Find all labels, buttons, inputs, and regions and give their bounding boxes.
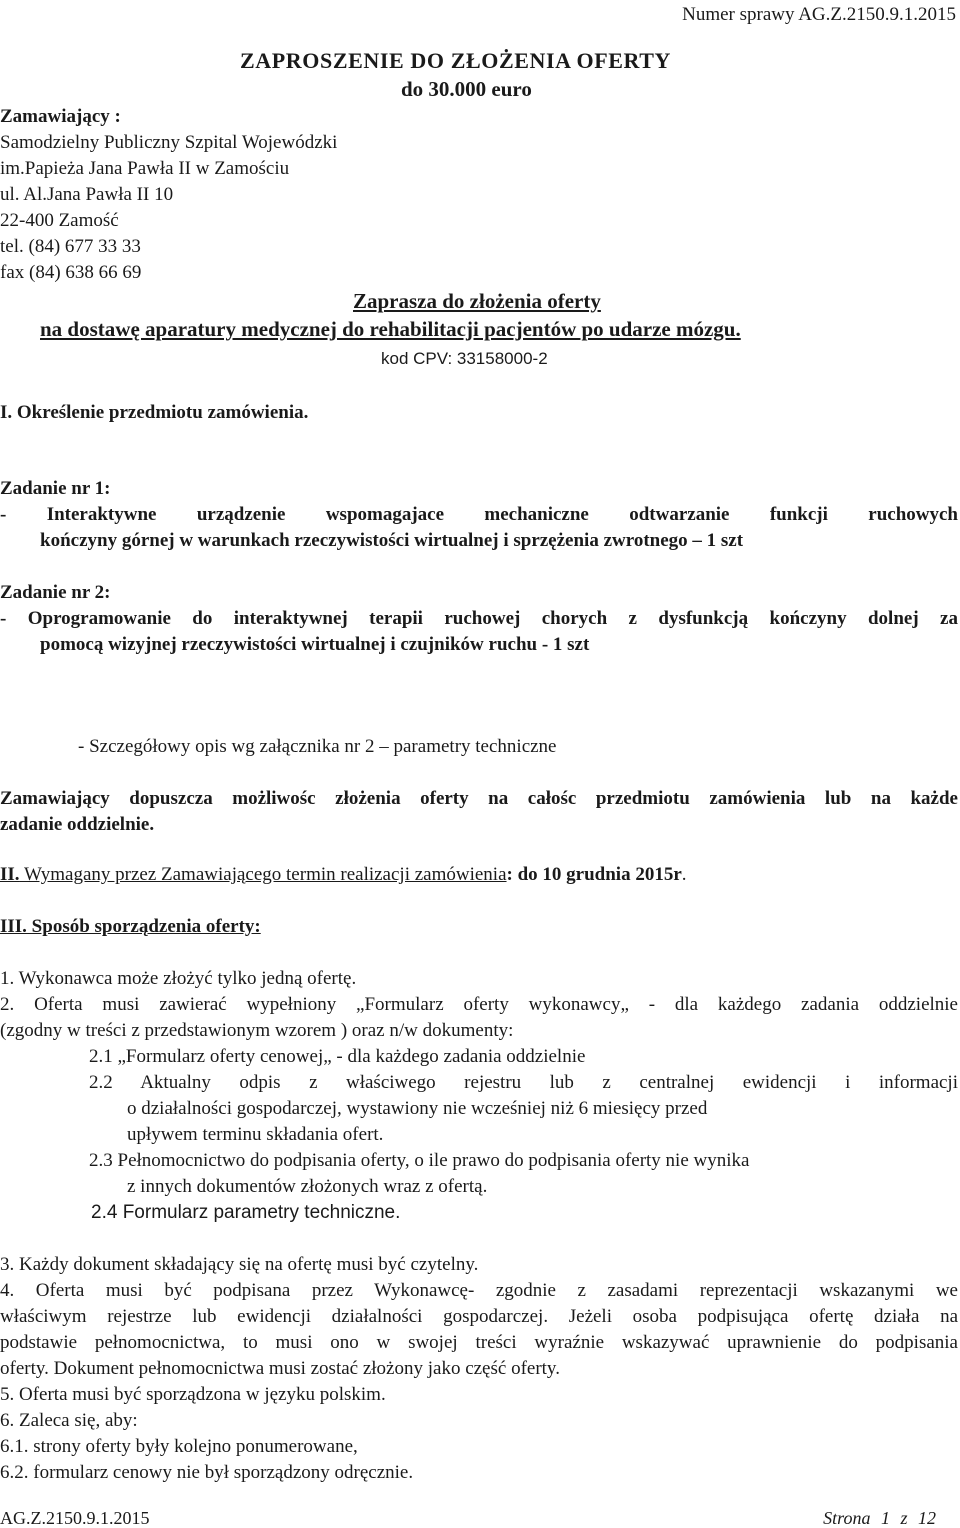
section-1-heading: I. Określenie przedmiotu zamówienia.: [0, 402, 309, 423]
section-2: [0, 862, 687, 888]
list-item-5: 5. Oferta musi być sporządzona w języku polskim.: [0, 1384, 386, 1405]
contracting-authority-label: Zamawiający :: [0, 106, 121, 127]
footer-reference: AG.Z.2150.9.1.2015: [0, 1508, 150, 1528]
address-line: tel. (84) 677 33 33: [0, 236, 141, 257]
invitation-heading: Zaprasza do złożenia oferty: [353, 289, 601, 313]
cpv-code: kod CPV: 33158000-2: [381, 349, 548, 368]
section-2-text: Wymagany przez Zamawiającego termin realizacji zamówienia: [19, 864, 507, 885]
section-2-colon: :: [506, 864, 513, 885]
contracting-authority: [0, 104, 337, 286]
address-line: im.Papieża Jana Pawła II w Zamościu: [0, 158, 290, 179]
list-item-2-line-2: (zgodny w treści z przedstawionym wzorem ) oraz n/w dokumenty:: [0, 1020, 514, 1041]
list-item-2-4: 2.4 Formularz parametry techniczne.: [91, 1202, 401, 1223]
footer-page-number: Strona 1 z 12: [823, 1508, 936, 1528]
section-3-heading: III. Sposób sporządzenia oferty:: [0, 916, 261, 937]
list-item-2-3-line-1: 2.3 Pełnomocnictwo do podpisania oferty, o ile prawo do podpisania oferty nie wynika: [89, 1150, 750, 1171]
list-item-2-line-1: 2. Oferta musi zawierać wypełniony „Formularz oferty wykonawcy„ - dla każdego zadania oddzielnie: [0, 994, 958, 1015]
list-item-3: 3. Każdy dokument składający się na ofertę musi być czytelny.: [0, 1254, 479, 1275]
details-note: - Szczegółowy opis wg załącznika nr 2 – parametry techniczne: [78, 736, 557, 757]
address-line: 22-400 Zamość: [0, 210, 119, 231]
task-1-label: Zadanie nr 1:: [0, 478, 111, 499]
address-line: Samodzielny Publiczny Szpital Wojewódzki: [0, 132, 338, 153]
allowance-line-1: Zamawiający dopuszcza możliwośc złożenia oferty na całośc przedmiotu zamówienia lub na każde: [0, 788, 958, 809]
section-2-deadline: do 10 grudnia 2015r: [512, 864, 682, 885]
invitation-subject: na dostawę aparatury medycznej do rehabilitacji pacjentów po udarze mózgu.: [40, 317, 741, 341]
list-item-2-2-line-3: upływem terminu składania ofert.: [127, 1124, 384, 1145]
task-2-line-1: - Oprogramowanie do interaktywnej terapii ruchowej chorych z dysfunkcją kończyny dolnej za: [0, 608, 958, 629]
allowance-line-2: zadanie oddzielnie.: [0, 814, 155, 835]
list-item-2-3-line-2: z innych dokumentów złożonych wraz z ofertą.: [127, 1176, 488, 1197]
list-item-2-2-line-2: o działalności gospodarczej, wystawiony nie wcześniej niż 6 miesięcy przed: [127, 1098, 708, 1119]
list-item-6-1: 6.1. strony oferty były kolejno ponumerowane,: [0, 1436, 358, 1457]
list-item-2-1: 2.1 „Formularz oferty cenowej„ - dla każdego zadania oddzielnie: [89, 1046, 586, 1067]
list-item-1: 1. Wykonawca może złożyć tylko jedną ofertę.: [0, 968, 357, 989]
list-item-4-line-3: podstawie pełnomocnictwa, to musi ono w swojej treści wyraźnie wskazywać uprawnienie do podpisania: [0, 1332, 958, 1353]
list-item-6: 6. Zaleca się, aby:: [0, 1410, 138, 1431]
document-title: ZAPROSZENIE DO ZŁOŻENIA OFERTY: [240, 48, 672, 73]
address-line: ul. Al.Jana Pawła II 10: [0, 184, 174, 205]
list-item-4-line-2: właściwym rejestrze lub ewidencji działalności gospodarczej. Jeżeli osoba podpisująca ofertę działa na: [0, 1306, 958, 1327]
section-2-end: .: [681, 864, 687, 885]
address-line: fax (84) 638 66 69: [0, 262, 142, 283]
list-item-2-2-line-1: 2.2 Aktualny odpis z właściwego rejestru lub z centralnej ewidencji i informacji: [89, 1072, 958, 1093]
task-1-line-2: kończyny górnej w warunkach rzeczywistości wirtualnej i sprzężenia zwrotnego – 1 szt: [40, 530, 744, 551]
task-1-line-1: - Interaktywne urządzenie wspomagajace mechaniczne odtwarzanie funkcji ruchowych: [0, 504, 958, 525]
list-item-4-line-1: 4. Oferta musi być podpisana przez Wykonawcę- zgodnie z zasadami reprezentacji wskazanymi we: [0, 1280, 958, 1301]
list-item-6-2: 6.2. formularz cenowy nie był sporządzony odręcznie.: [0, 1462, 414, 1483]
case-number: Numer sprawy AG.Z.2150.9.1.2015: [682, 4, 956, 25]
document-subtitle: do 30.000 euro: [401, 77, 532, 101]
task-2-line-2: pomocą wizyjnej rzeczywistości wirtualnej i czujników ruchu - 1 szt: [40, 634, 590, 655]
task-2-label: Zadanie nr 2:: [0, 582, 111, 603]
list-item-4-line-4: oferty. Dokument pełnomocnictwa musi zostać złożony jako część oferty.: [0, 1358, 560, 1379]
section-2-numeral: II.: [0, 864, 20, 885]
